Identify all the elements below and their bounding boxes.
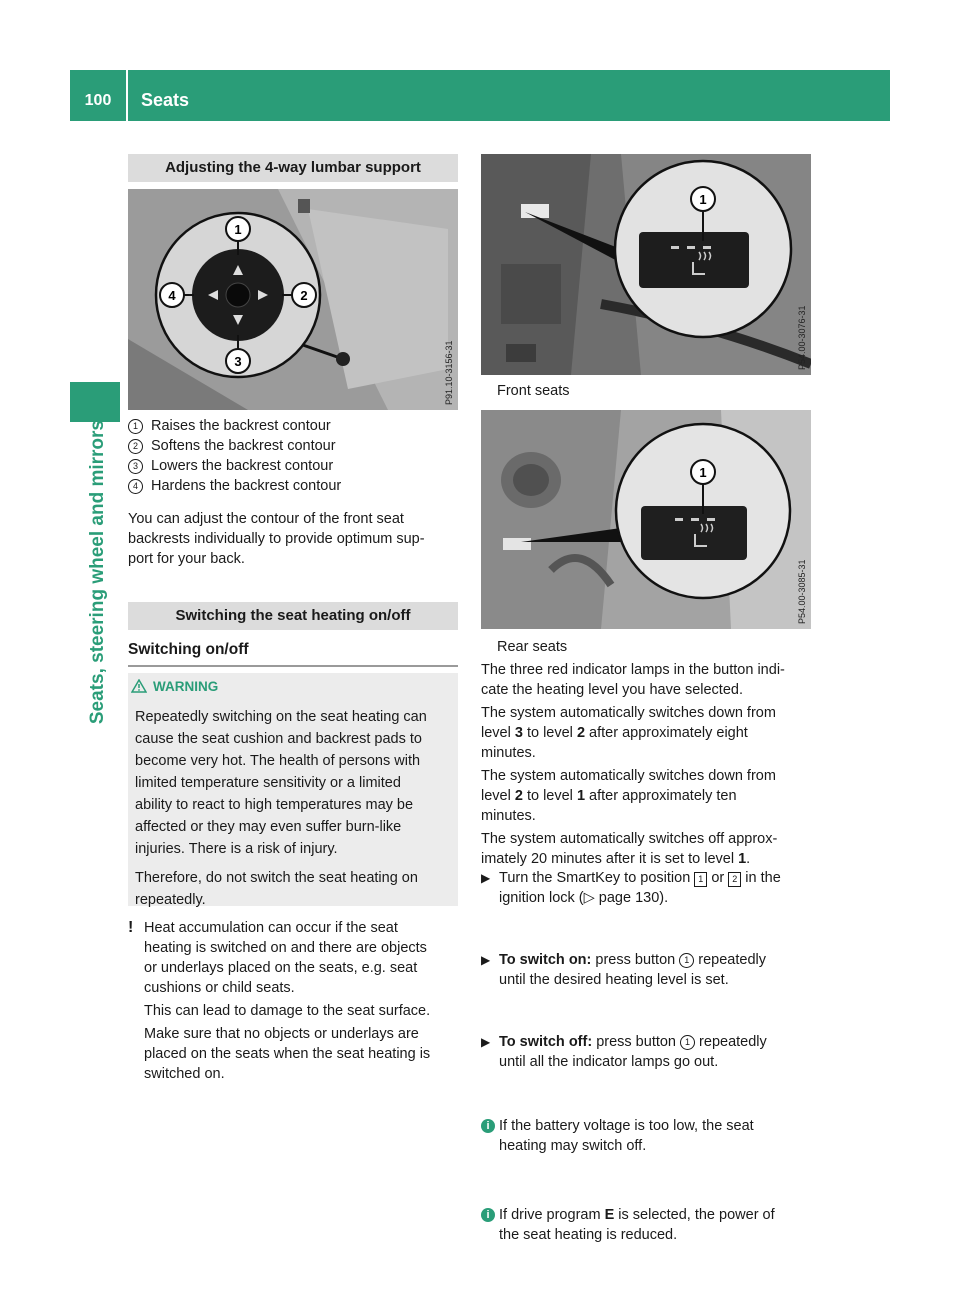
subheading: Switching on/off (128, 641, 249, 658)
step-arrow-icon: ▶ (481, 953, 491, 967)
caution-icon: ! (128, 919, 134, 936)
step-switch-off: ▶ To switch off: press button 1 repeatedly until all the indicator lamps go out. (481, 1034, 767, 1070)
callout-1: 1 (699, 465, 707, 480)
callout-1: 1 (699, 192, 707, 207)
figure-caption: Front seats (497, 383, 570, 399)
header-divider (126, 70, 128, 121)
front-seats-figure (481, 154, 811, 375)
info-icon: i (481, 1208, 495, 1222)
rear-seats-figure (481, 410, 811, 629)
header-bar (70, 70, 890, 121)
button-ref: 1 (680, 1035, 695, 1050)
legend-item: 3 Lowers the backrest contour (128, 456, 458, 476)
figure-caption: Rear seats (497, 639, 568, 655)
lumbar-switch-figure (128, 189, 458, 410)
page-number: 100 (84, 92, 112, 109)
step-arrow-icon: ▶ (481, 871, 491, 885)
legend-item: 2 Softens the backrest contour (128, 436, 458, 456)
info-icon: i (481, 1119, 495, 1133)
figure-code: P54.00-3076-31 (797, 305, 807, 370)
step-arrow-icon: ▶ (481, 1035, 491, 1049)
figure-code: P91.10-3156-31 (444, 340, 454, 405)
chapter-title: Seats, steering wheel and mirrors (87, 420, 108, 725)
note-block: ! Heat accumulation can occur if the seat heating is switched on and there are objects or underlays placed on the seats, e.g. seat cushions or child seats. This can lead to damage to the seat surface. Make sure that no objects or underlays are placed on the seats when the seat heating is switched on. (128, 919, 431, 1082)
lumbar-intro: You can adjust the contour of the front seat backrests individually to provide optimum sup- port for your back. (128, 511, 425, 567)
divider (128, 665, 458, 667)
chapter-tab (70, 382, 120, 422)
button-ref: 1 (679, 953, 694, 968)
info-battery: i If the battery voltage is too low, the seat heating may switch off. (481, 1116, 834, 1156)
info-drive-program: i If drive program E is selected, the power of the seat heating is reduced. (481, 1205, 834, 1245)
section-title-lumbar: Adjusting the 4-way lumbar support (128, 154, 458, 182)
legend-item: 4 Hardens the backrest contour (128, 476, 458, 496)
key-position: 2 (728, 872, 741, 887)
key-position: 1 (694, 872, 707, 887)
section-title-seat-heating: Switching the seat heating on/off (128, 602, 458, 630)
callout-3: 3 (234, 354, 242, 369)
warning-title: WARNING (153, 679, 219, 694)
warning-triangle-icon (131, 679, 147, 699)
callout-4: 4 (168, 288, 176, 303)
level-line: level 3 to level 2 after approximately eight (481, 725, 748, 741)
page-title: Seats (141, 90, 190, 110)
level-line: imately 20 minutes after it is set to level 1. (481, 851, 751, 867)
callout-1: 1 (234, 222, 242, 237)
figure-code: P54.00-3085-31 (797, 559, 807, 624)
step-smartkey: ▶ Turn the SmartKey to position 1 or 2 in the ignition lock (▷ page 130). (481, 870, 781, 906)
legend-item: 1 Raises the backrest contour (128, 416, 458, 436)
callout-2: 2 (300, 288, 308, 303)
step-switch-on: ▶ To switch on: press button 1 repeatedly until the desired heating level is set. (481, 952, 766, 988)
warning-text: Repeatedly switching on the seat heating can cause the seat cushion and backrest pads to become very hot. The health of persons with limited temperature sensitivity or a limited ability to react to high temperatures may be affected or they may even suffer burn-like injuries. There is a risk of injury. Therefore, do not switch the seat heating on repeatedly. (135, 709, 427, 908)
heating-description: The three red indicator lamps in the button indi- cate the heating level you have selected. The system automatically switches down from level 3 to level 2 after approximately eight minutes. The system automatically switches down from level 2 to level 1 after approximately ten minutes. The system automatically switches off approx- imately 20 minutes after it is set to level 1. (481, 660, 816, 869)
figure-legend (128, 416, 458, 496)
level-line: level 2 to level 1 after approximately ten (481, 788, 737, 804)
